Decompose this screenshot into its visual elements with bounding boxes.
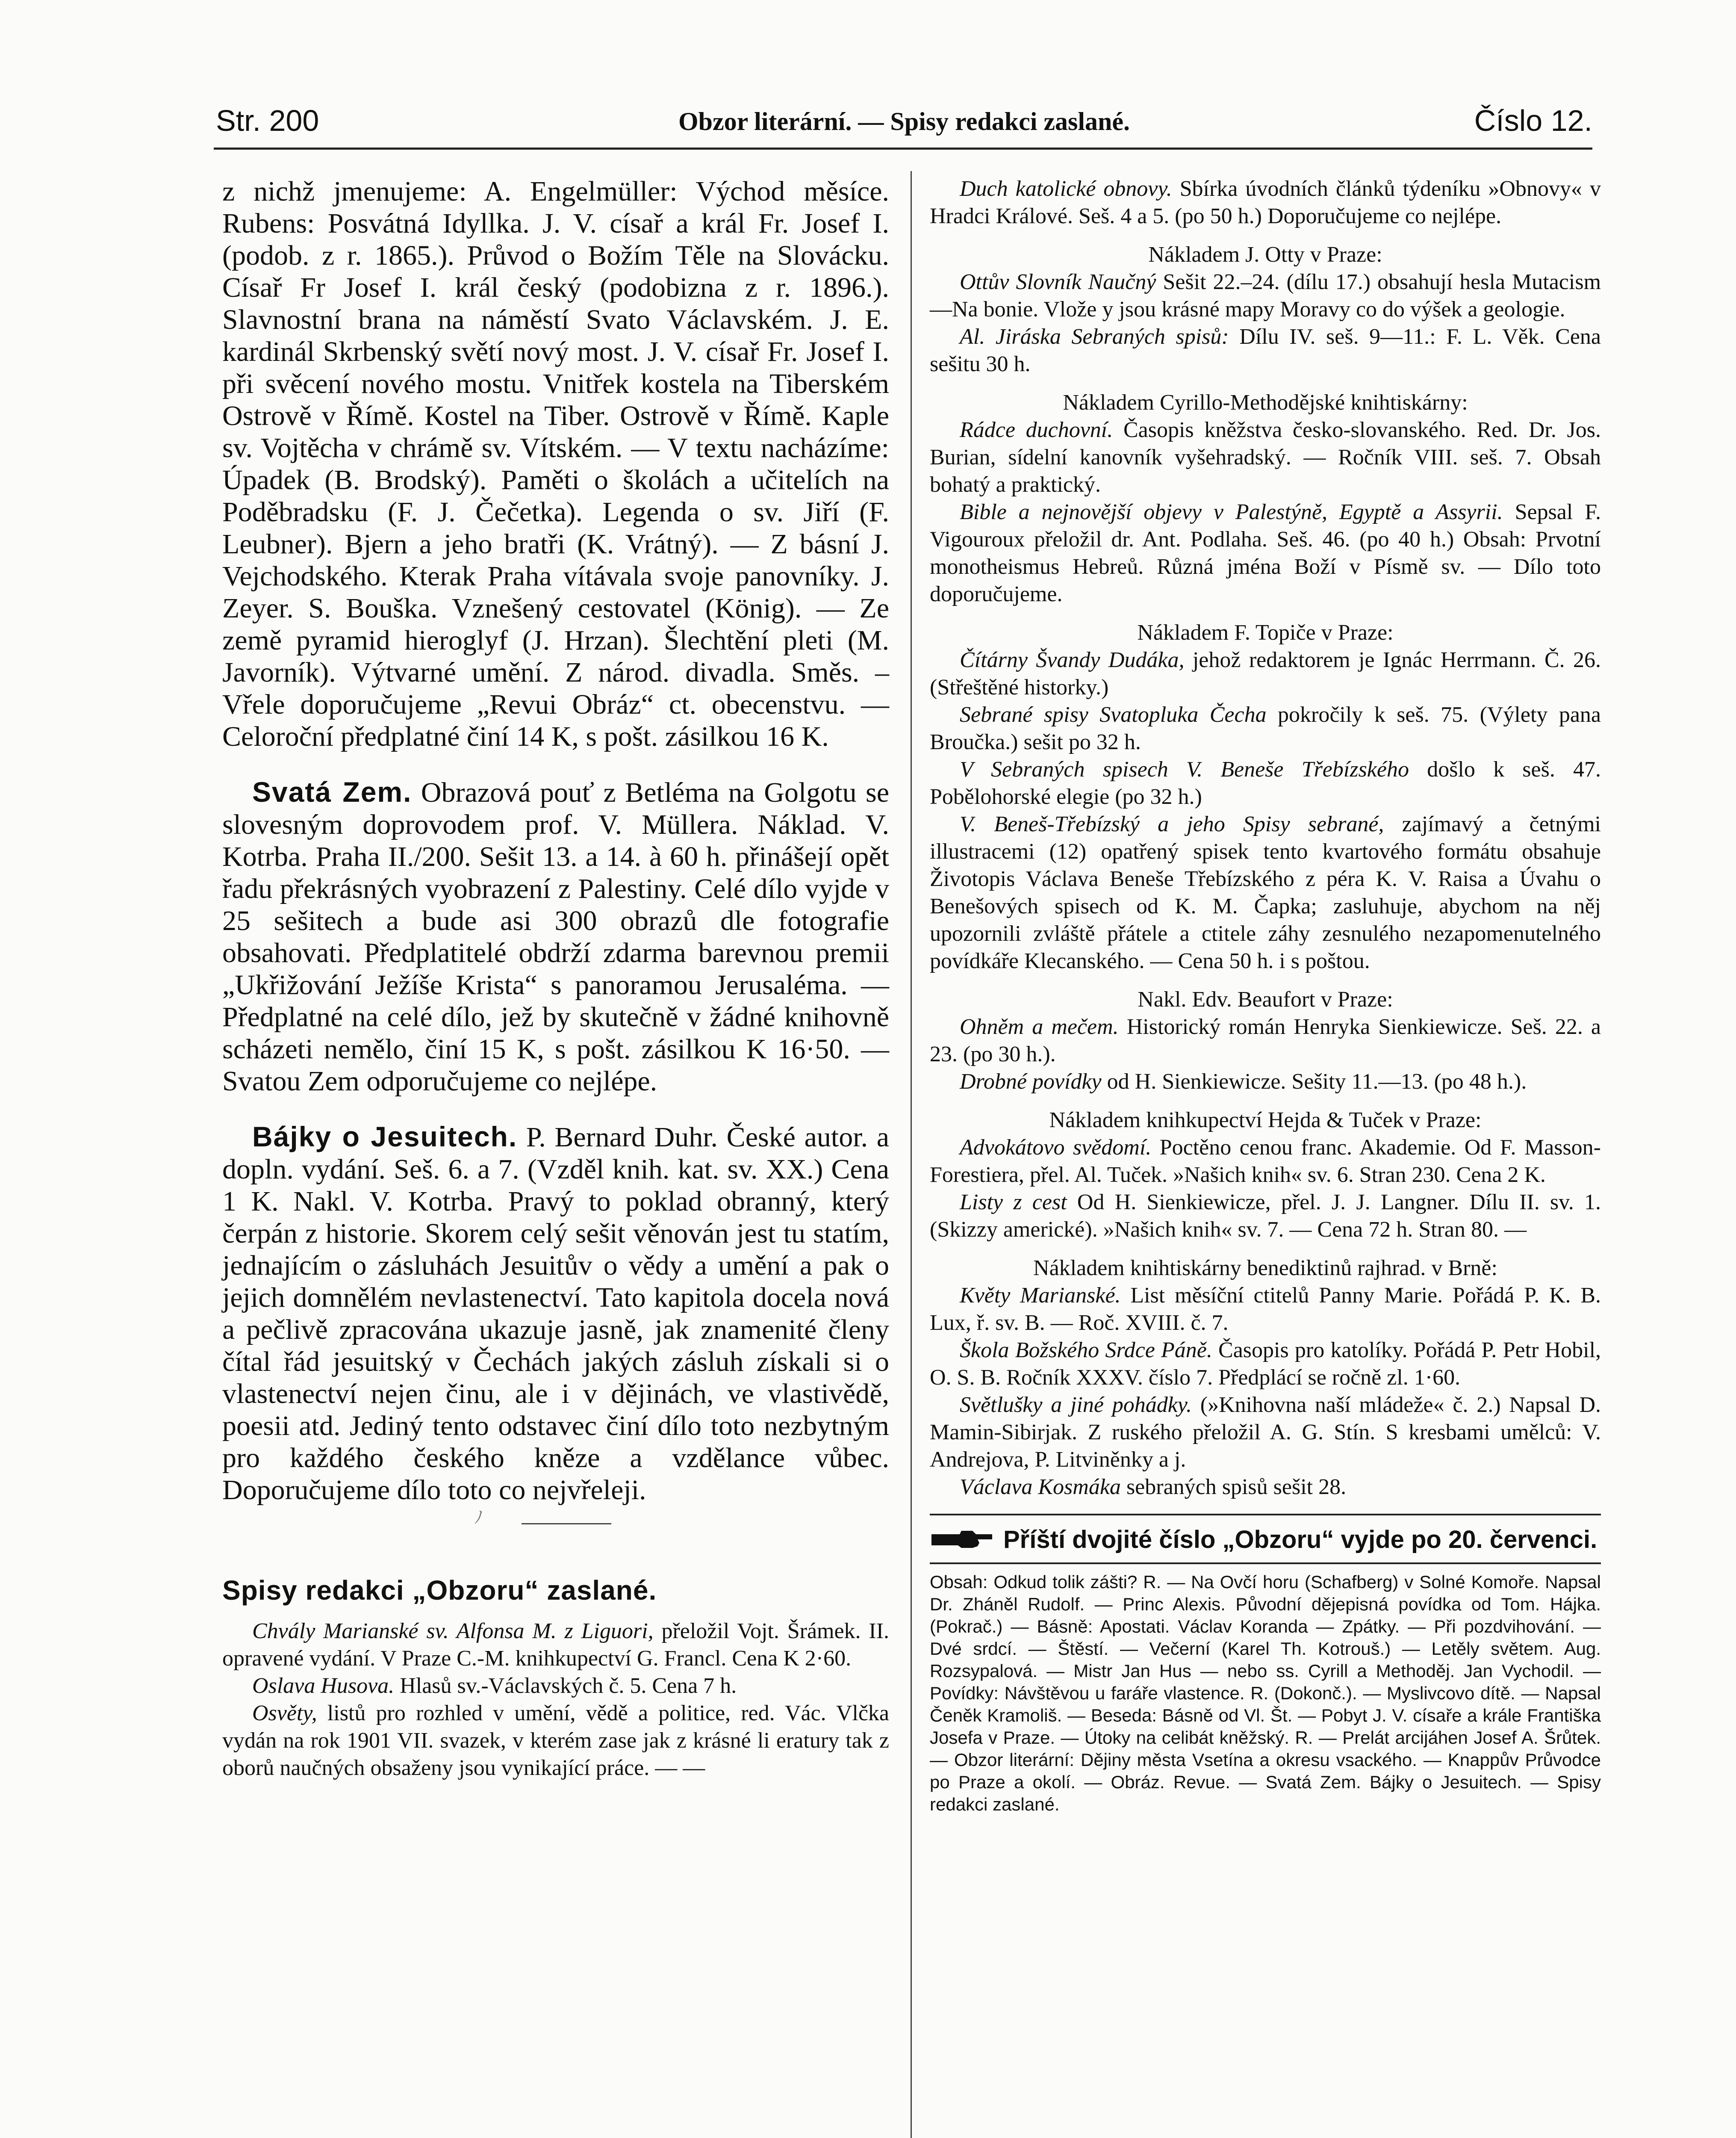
entry-text: Dílu IV. seš. 9—11.: F. L. Věk. Cena sešitu 30 h. (930, 325, 1601, 376)
entry-title: Al. Jiráska Sebraných spisů: (960, 325, 1229, 349)
list-item (930, 756, 1601, 811)
contents-text: Obsah: Odkud tolik zášti? R. — Na Ovčí horu (Schafberg) v Solné Komoře. Napsal Dr. Zháněl Rudolf. — Princ Alexis. Původní dějepisná povídka od Tom. Hájka. (Pokrač.) — Básně: Apostati. Václav Koranda — Zpátky. — Při pozdvihování. — Dvé srdcí. — Štěstí. — Večerní (Karel Th. Kotrouš.) — Letěly světem. Aug. Rozsypalová. — Mistr Jan Hus — nebo ss. Cyrill a Methoděj. Jan Vychodil. — Povídky: Návštěvou u faráře vlastence. R. (Dokonč.). — Myslivcovo dítě. — Napsal Čeněk Kramoliš. — Beseda: Básně od Vl. Št. — Pobyt J. V. císaře a krále Františka Josefa v Praze. — Útoky na celibát kněžský. R. — Prelát arcijáhen Josef A. Šrůtek. — Obzor literární: Dějiny města Vsetína a okresu vsackého. — Knappův Průvodce po Praze a okolí. — Obráz. Revue. — Svatá Zem. Bájky o Jesuitech. — Spisy redakci zaslané. (930, 1572, 1601, 1814)
entry-text: Časopis pro katolíky. Pořádá P. Petr Hobil, O. S. B. Ročník XXXV. číslo 7. Předplácí se ročně zl. 1·60. (930, 1338, 1601, 1390)
announcement-text: Příští dvojité číslo „Obzoru“ vyjde po 20. červenci. (1003, 1526, 1597, 1553)
spisy-entry (222, 1700, 889, 1782)
list-item (930, 1013, 1601, 1068)
list-item (930, 1134, 1601, 1189)
svata-zem-paragraph (222, 776, 889, 1097)
list-item (930, 416, 1601, 499)
page-number: Str. 200 (216, 104, 319, 137)
entry-text: Časopis kněžstva česko-slovanského. Red. Dr. Jos. Burian, sídelní kanovník vyšehradský. — Ročník VIII. seš. 7. Obsah bohatý a praktický. (930, 418, 1601, 497)
publisher-line: Nákladem knihkupectví Hejda & Tuček v Praze: (1049, 1108, 1482, 1132)
running-head (216, 99, 1592, 146)
list-item (930, 701, 1601, 756)
spisy-entry-text: přeložil Vojt. Šrámek. II. opravené vydání. V Praze C.-M. knihkupectví G. Francl. Cena K 2·60. (222, 1619, 890, 1671)
entry-title: Bible a nejnovější objevy v Palestýně, Egyptě a Assyrii. (960, 500, 1503, 524)
spisy-entry-title: Osvěty, (252, 1701, 317, 1725)
issue-number: Číslo 12. (1474, 104, 1592, 137)
entry-title: Škola Božského Srdce Páně. (960, 1338, 1212, 1362)
list-item (930, 1337, 1601, 1391)
publisher-line: Nákladem F. Topiče v Praze: (1137, 620, 1394, 645)
entry-title: Ohněm a mečem. (960, 1015, 1119, 1039)
spisy-entry-title: Oslava Husova. (252, 1674, 395, 1698)
list-item (930, 269, 1601, 323)
spisy-entry-title: Chvály Marianské sv. Alfonsa M. z Liguori, (252, 1619, 654, 1643)
column-divider (911, 171, 912, 2138)
journal-title: Obzor literární. — Spisy redakci zaslané. (678, 107, 1130, 136)
svata-zem-text: Obrazová pouť z Betléma na Golgotu se slovesným doprovodem prof. V. Müllera. Náklad. V. Kotrba. Praha II./200. Sešit 13. a 14. à 60 h. přinášejí opět řadu překrásných vyobrazení z Palestiny. Celé dílo vyjde v 25 sešitech a bude asi 300 obrazů dle fotografie obsahovati. Předplatitelé obdrží zdarma barevnou premii „Ukřižování Ježíše Krista“ s panoramou Jerusaléma. — Předplatné na celé dílo, jež by skutečně v žádné knihovně scházeti nemělo, činí 15 K, s pošt. zásilkou K 16·50. — Svatou Zem odporučujeme co nejlépe. (222, 777, 890, 1097)
list-item (930, 1391, 1601, 1474)
spisy-entry-text: Hlasů sv.-Václavských č. 5. Cena 7 h. (400, 1674, 737, 1698)
entry-title: Světlušky a jiné pohádky. (960, 1393, 1192, 1417)
entry-title: Václava Kosmáka (960, 1475, 1121, 1499)
spisy-heading: Spisy redakci „Obzoru“ zaslané. (222, 1575, 657, 1606)
entry-title: Květy Marianské. (960, 1283, 1121, 1308)
entry-title: Advokátovo svědomí. (960, 1135, 1152, 1160)
entry-text: od H. Sienkiewicze. Sešity 11.—13. (po 48 h.). (1107, 1069, 1527, 1094)
list-item (930, 175, 1601, 230)
entry-title: Ottův Slovník Naučný (960, 270, 1156, 294)
entry-text: List měsíční ctitelů Panny Marie. Pořádá P. K. B. Lux, ř. sv. B. — Roč. XVIII. č. 7. (930, 1283, 1601, 1335)
ornament-rule (522, 1523, 611, 1524)
entry-title: Čítárny Švandy Dudáka, (960, 648, 1185, 672)
list-item (930, 1282, 1601, 1337)
svata-zem-title: Svatá Zem. (252, 776, 412, 808)
publisher-line: Nákladem knihtiskárny benediktinů rajhrad. v Brně: (1033, 1256, 1497, 1280)
list-item (930, 323, 1601, 378)
entry-text: Poctěno cenou franc. Akademie. Od F. Masson-Forestiera, přel. Al. Tuček. »Našich knih« sv. 6. Stran 230. Cena 2 K. (930, 1135, 1601, 1187)
publisher-line: Nákladem J. Otty v Praze: (1148, 242, 1382, 267)
entry-title: Listy z cest (960, 1190, 1067, 1214)
list-item (930, 1474, 1601, 1501)
entry-text: sebraných spisů sešit 28. (1126, 1475, 1347, 1499)
spisy-entry (222, 1672, 889, 1700)
right-column (930, 175, 1601, 1816)
entry-text: Historický román Henryka Sienkiewicze. Seš. 22. a 23. (po 30 h.). (930, 1015, 1601, 1066)
list-item (930, 1068, 1601, 1096)
left-column (222, 175, 889, 1782)
bajky-text: P. Bernard Duhr. České autor. a dopln. vydání. Seš. 6. a 7. (Vzděl knih. kat. sv. XX.) Cena 1 K. Nakl. V. Kotrba. Pravý to poklad obranný, který čerpán z historie. Skorem celý sešit věnován jest tu statím, jednajícím o zásluhách Jesuitův o vědy a umění a pak o jejich domnělém nevlastenectví. Tato kapitola docela nová a pečlivě zpracována ukazuje jasně, jak znamenité členy čítal řád jesuitský v Čechách jakých zásluh získali si o vlastenectví nejen činu, ale i v dějinách, ve vlastivědě, poesii atd. Jediný tento odstavec činí dílo toto nezbytným pro každého českého kněze a vzdělance vůbec. Doporučujeme dílo toto co nejvřeleji. (222, 1122, 890, 1506)
header-rule (214, 148, 1592, 150)
ornament-mark-icon: ﾉ (475, 1508, 483, 1527)
list-item (930, 811, 1601, 975)
entry-title: V. Beneš-Třebízský a jeho Spisy sebrané, (960, 812, 1384, 836)
next-issue-announcement (930, 1514, 1601, 1555)
section-ornament (222, 1508, 889, 1557)
entry-text: Sepsal F. Vigouroux přeložil dr. Ant. Podlaha. Seš. 46. (po 40 h.) Obsah: Prvotní monotheismus Hebreů. Různá jména Boží v Písmě sv. — Dílo toto doporučujeme. (930, 500, 1601, 606)
spisy-entry (222, 1618, 889, 1672)
bajky-paragraph (222, 1121, 889, 1506)
intro-paragraph: z nichž jmenujeme: A. Engelmüller: Východ měsíce. Rubens: Posvátná Idyllka. J. V. císař a král Fr. Josef I. (podob. z r. 1865.). Průvod o Božím Těle na Slovácku. Císař Fr Josef I. král český (podobizna z r. 1896.). Slavnostní brana na náměstí Svato Václavském. J. E. kardinál Skrbenský světí nový most. J. V. císař Fr. Josef I. při svěcení nového mostu. Vnitřek kostela na Tiberském Ostrově v Římě. Kostel na Tiber. Ostrově v Římě. Kaple sv. Vojtěcha v chrámě sv. Vítském. — V textu nacházíme: Úpadek (B. Brodský). Paměti o školách a učitelích na Poděbradsku (F. J. Čečetka). Legenda o sv. Jiří (F. Leubner). Bjern a jeho bratři (K. Vrátný). — Z básní J. Vejchodského. Kterak Praha vítávala svoje panovníky. J. Zeyer. S. Bouška. Vznešený cestovatel (König). — Ze země pyramid hieroglyf (J. Hrzan). Šlechtění pleti (M. Javorník). Výtvarné umění. Z národ. divadla. Směs. – Vřele doporučujeme „Revui Obráz“ ct. obecenstvu. — Celoroční předplatné činí 14 K, s pošt. zásilkou 16 K. (222, 176, 889, 752)
contents-box (930, 1562, 1601, 1816)
entry-text: zajímavý a četnými illustracemi (12) opatřený spisek tento kvartového formátu obsahuje Životopis Václava Beneše Třebízského z péra K. V. Raisa a Úvahu o Benešových spisech od K. M. Čapka; zasluhuje, abychom na něj upozornili zvláště přátele a ctitele záhy zesnulého nezapomenutelného povídkáře Klecanského. — Cena 50 h. i s poštou. (930, 812, 1601, 973)
entry-title: Duch katolické obnovy. (960, 177, 1172, 201)
publisher-line: Nákladem Cyrillo-Methodějské knihtiskárny: (1063, 390, 1468, 415)
entry-title: Rádce duchovní. (960, 418, 1113, 442)
list-item (930, 1189, 1601, 1243)
entry-title: Sebrané spisy Svatopluka Čecha (960, 703, 1267, 727)
entry-text: Sešit 22.–24. (dílu 17.) obsahují hesla Mutacism—Na bonie. Vlože y jsou krásné mapy Moravy co do výšek a geologie. (930, 270, 1601, 322)
publisher-line: Nakl. Edv. Beaufort v Praze: (1138, 987, 1393, 1012)
pointing-hand-icon (930, 1528, 994, 1552)
list-item (930, 647, 1601, 701)
list-item (930, 499, 1601, 608)
entry-text: pokročily k seš. 75. (Výlety pana Broučka.) sešit po 32 h. (930, 703, 1601, 754)
entry-text: (»Knihovna naší mládeže« č. 2.) Napsal D. Mamin-Sibirjak. Z ruského přeložil A. G. Stín. S kresbami umělců: V. Andrejova, P. Litviněnky a j. (930, 1393, 1601, 1472)
entry-title: V Sebraných spisech V. Beneše Třebízského (960, 757, 1409, 782)
entry-text: došlo k seš. 47. Pobělohorské elegie (po 32 h.) (930, 757, 1601, 809)
entry-text: jehož redaktorem je Ignác Herrmann. Č. 26. (Střeštěné historky.) (930, 648, 1601, 700)
entry-text: Od H. Sienkiewicze, přel. J. J. Langner. Dílu II. sv. 1. (Skizzy americké). »Našich knih« sv. 7. — Cena 72 h. Stran 80. — (930, 1190, 1601, 1242)
entry-text: Sbírka úvodních článků týdeníku »Obnovy« v Hradci Králové. Seš. 4 a 5. (po 50 h.) Doporučujeme co nejlépe. (930, 177, 1601, 228)
bajky-title: Bájky o Jesuitech. (252, 1121, 518, 1152)
entry-title: Drobné povídky (960, 1069, 1102, 1094)
spisy-entry-text: listů pro rozhled v umění, vědě a politice, red. Vác. Vlčka vydán na rok 1901 VII. svazek, v kterém zase jak z krásné li eratury tak z oborů naučných obsaženy jsou vynikající práce. — — (222, 1701, 890, 1780)
